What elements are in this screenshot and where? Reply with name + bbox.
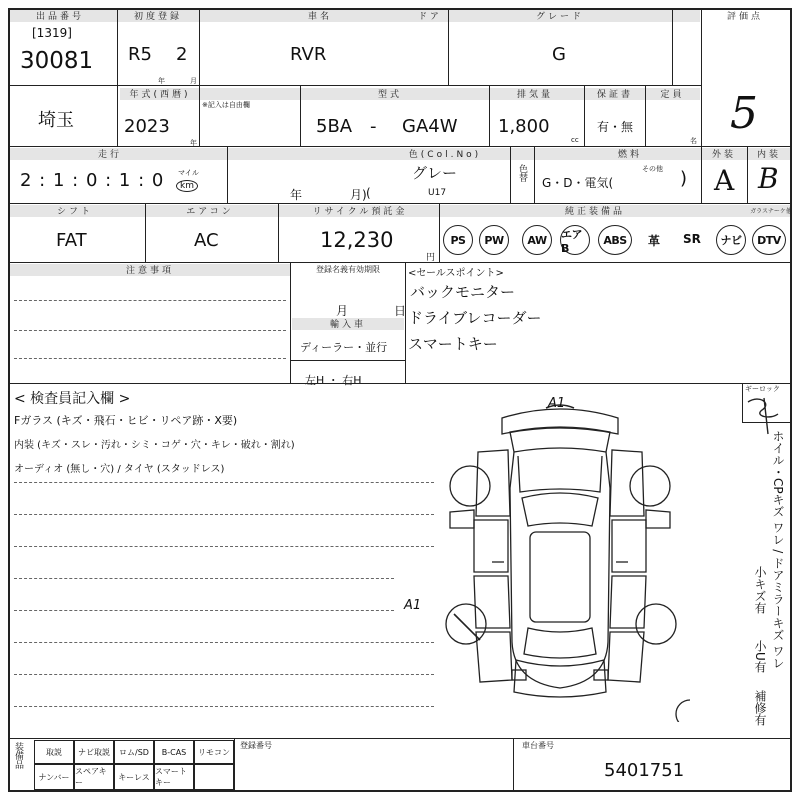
damage-mark: A1 (404, 598, 422, 613)
sales-point: バックモニター (410, 283, 516, 301)
recycle-header: リサイクル預託金 (312, 207, 408, 217)
month-unit: 月 (190, 77, 197, 85)
mileage-digit: 0 (151, 170, 165, 191)
day-label: 日 (394, 304, 407, 318)
score-header: 評価点 (726, 12, 763, 22)
first-reg-header: 初度登録 (133, 12, 182, 22)
door-cell (672, 8, 702, 86)
reg-no-label: 登録番号 (240, 741, 272, 750)
model-code: GA4W (402, 116, 458, 137)
exterior-grade: A (714, 164, 735, 197)
model-prefix: 5BA (316, 116, 353, 137)
chassis-label: 車台番号 (522, 741, 554, 750)
option-dtv: DTV (752, 225, 786, 255)
mileage-header: 走行 (97, 150, 122, 160)
grade-cell (448, 8, 702, 86)
color-header: 色(Col.No) (408, 150, 482, 160)
options-header: 純正装備品 (564, 207, 625, 217)
color-swap: 色替 (517, 164, 527, 182)
model-header: 型式 (377, 90, 402, 100)
mileage-mile: マイル (178, 169, 199, 177)
cc-header: 排気量 (516, 90, 553, 100)
exterior-header: 外装 (711, 150, 736, 160)
color-nen: 年 (290, 188, 303, 202)
mileage-km: km (176, 180, 198, 192)
carnavi-header: ガラスナーケ他 (750, 208, 792, 215)
inspector-header: < 検査員記入欄 > (14, 391, 131, 407)
option-navi: ナビ (716, 225, 746, 255)
car-name-header: 車名 (307, 12, 332, 22)
option-ps: PS (443, 225, 473, 255)
grade: G (552, 44, 566, 65)
year-header: 年式(西暦) (129, 90, 191, 100)
mileage-digit: 1 (52, 170, 66, 191)
handle: 左H ・ 右H (305, 374, 362, 387)
color-paren: ( (366, 186, 371, 200)
option-pw: PW (479, 225, 509, 255)
right-annotation: 補修有 (753, 690, 767, 726)
recycle-yen: 円 (426, 253, 436, 263)
prefecture: 埼玉 (38, 110, 74, 131)
import-value: ディーラー・並行 (300, 341, 388, 354)
ac-header: エアコン (186, 207, 234, 217)
footer-item: ロム/SD (114, 740, 154, 764)
inspection-line: 内装 (キズ・スレ・汚れ・シミ・コゲ・穴・キレ・破れ・割れ) (14, 440, 295, 451)
displacement: 1,800 (498, 116, 550, 137)
month-label: 月 (336, 304, 349, 318)
fuel: G・D・電気( (542, 176, 614, 190)
fuel-header: 燃料 (617, 150, 642, 160)
recycle: 12,230 (320, 228, 394, 252)
footer-item: ナビ取説 (74, 740, 114, 764)
color-swap-cell (510, 146, 535, 204)
shift: FAT (56, 230, 87, 251)
warranty: 有・無 (597, 120, 634, 134)
right-annotation: ホイル・CPキズ ワレ / ドアミラーキズ ワレ (771, 430, 785, 669)
grade-header: グレード (535, 12, 584, 22)
reg-note-cell (199, 85, 301, 147)
color: グレー (412, 164, 458, 182)
right-annotation: 小キズ有 (753, 566, 767, 614)
model-year: 2023 (124, 116, 170, 137)
footer-item: リモコン (194, 740, 234, 764)
cc-unit: cc (571, 136, 579, 144)
year-unit: 年 (158, 77, 165, 85)
footer-side-label: 装備品 (13, 742, 23, 769)
capacity-unit: 名 (690, 137, 697, 145)
interior-grade: B (758, 162, 779, 195)
lot-header: 出品番号 (35, 12, 84, 22)
footer-item: スマートキー (154, 764, 194, 790)
chassis-number: 5401751 (604, 760, 685, 781)
footer-item: 取説 (34, 740, 74, 764)
inspection-line: オーディオ (無し・穴) / タイヤ (スタッドレス) (14, 464, 225, 475)
mileage-digit: 2 (20, 170, 33, 191)
warranty-cell (584, 85, 646, 147)
reg-note: ※記入は自由欄 (202, 101, 250, 109)
sales-point: ドライブレコーダー (408, 309, 542, 327)
inspection-line: Fガラス (キズ・飛石・ヒビ・リペア跡・X要) (14, 414, 238, 427)
reg-no-cell (234, 738, 514, 792)
interior-header: 内装 (756, 150, 781, 160)
model-dash: - (370, 116, 377, 137)
option-leather: 革 (648, 234, 661, 248)
lot-number: 30081 (20, 48, 94, 74)
footer-item: スペアキー (74, 764, 114, 790)
footer-item (194, 764, 234, 790)
fuel-close: ) (680, 168, 688, 189)
sales-point: スマートキー (408, 335, 498, 353)
import-header: 輸入車 (329, 320, 366, 330)
color-code: U17 (428, 188, 447, 198)
ac: AC (194, 230, 219, 251)
warranty-header: 保証書 (596, 90, 633, 100)
car-diagram (430, 392, 690, 722)
reg-month: 2 (176, 44, 188, 65)
footer-item: ナンバー (34, 764, 74, 790)
mileage-digit: 0 (85, 170, 99, 191)
mileage-digit: 1 (118, 170, 132, 191)
option-airbag: エアB (560, 225, 590, 255)
mileage-digits: 2 : 1 : 0 : 1 : 0 (20, 170, 165, 191)
color-tsuki: 月) (350, 188, 367, 202)
keylock-label: ギーロック (745, 385, 780, 393)
option-aw: AW (522, 225, 552, 255)
right-annotation: 小U有 (753, 640, 767, 673)
option-abs: ABS (598, 225, 632, 255)
car-name: RVR (290, 44, 327, 65)
inspection-header: 登録名義有効期限 (316, 265, 380, 274)
option-sunroof: SR (683, 232, 701, 246)
notes-cell (8, 262, 291, 384)
sales-header: <セールスポイント> (408, 268, 504, 279)
footer-item: B-CAS (154, 740, 194, 764)
lot-sub: [1319] (32, 26, 72, 40)
era: R5 (128, 44, 152, 65)
lot-cell (8, 8, 118, 86)
door-header: ドア (418, 12, 442, 22)
notes-header: 注意事項 (125, 266, 174, 276)
shift-header: シフト (56, 207, 93, 217)
capacity-header: 定員 (660, 90, 685, 100)
score: 5 (730, 88, 758, 139)
damage-mark: A1 (548, 396, 566, 411)
footer-item: キーレス (114, 764, 154, 790)
year-suffix: 年 (190, 139, 197, 147)
fuel-other: その他 (642, 165, 663, 173)
